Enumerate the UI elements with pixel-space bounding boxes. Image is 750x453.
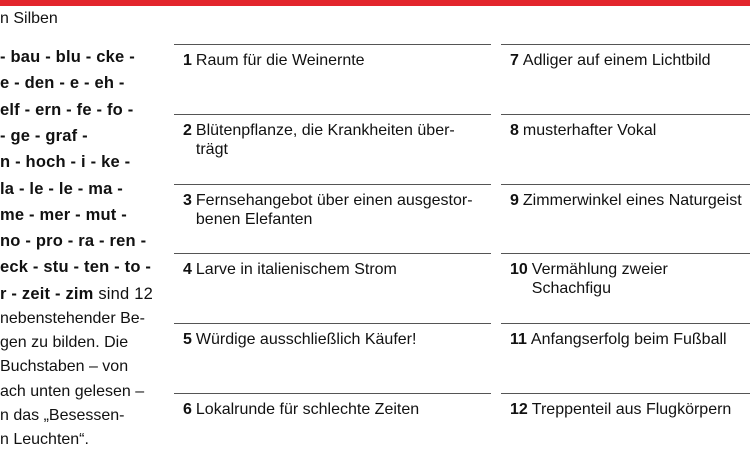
clue-4 [174,260,491,279]
syllable-line: no - pro - ra - ren - [0,232,147,251]
clue-divider [501,114,750,115]
clue-divider [174,44,491,45]
clue-1 [174,51,491,70]
paragraph-line: gen zu bilden. Die [0,334,129,352]
syllable-line: elf - ern - fe - fo - [0,100,134,119]
paragraph-line: n das „Besessen- [0,406,125,424]
clue-5 [174,330,491,349]
intro-text: n Silben [0,10,58,27]
clue-text: Larve in italienischem Strom [195,261,397,279]
clue-12 [501,400,750,419]
clue-6 [174,400,491,419]
clue-text: Zimmerwinkel eines Naturgeist [522,191,742,209]
syllable-line: la - le - le - ma - [0,179,123,198]
clue-2 [174,121,491,159]
clue-text: musterhafter Vokal [522,121,657,139]
clue-7 [501,51,750,70]
syllable-line: me - mer - mut - [0,205,127,224]
syllable-line: - bau - blu - cke - [0,48,135,66]
clue-number: 8 [510,121,519,139]
clue-number: 12 [510,401,528,418]
clue-number: 6 [183,401,192,418]
clue-text: Anfangserfolg beim Fußball [530,331,727,349]
syllable-line-suffix: sind 12 [93,284,153,303]
clue-divider [174,114,491,115]
clue-divider [174,184,491,185]
clue-divider [501,323,750,324]
syllable-line: - ge - graf - [0,126,88,145]
clue-number: 4 [183,261,192,279]
clue-divider [501,184,750,185]
syllable-line: e - den - e - eh - [0,74,125,93]
clue-number: 2 [183,121,192,139]
clue-number: 10 [510,261,528,279]
syllable-line: n - hoch - i - ke - [0,153,131,172]
paragraph-line: nebenstehender Be- [0,310,145,327]
clue-text: Adliger auf einem Lichtbild [522,52,711,69]
header-red-bar [0,0,750,6]
clue-number: 9 [510,191,519,209]
clue-text: Treppenteil aus Flugkörpern [531,401,732,418]
clue-divider [501,44,750,45]
clue-divider [501,253,750,254]
paragraph-line: n Leuchten“. [0,431,89,448]
clue-divider [174,323,491,324]
clue-10 [501,260,750,298]
clue-text: Fernsehangebot über einen ausgestor- benen Elefanten [195,191,473,228]
clue-text: Blütenpflanze, die Krankheiten über- trägt [195,121,455,158]
paragraph-line: ach unten gelesen – [0,382,145,400]
clue-8 [501,121,750,140]
clue-text: Würdige ausschließlich Käufer! [195,331,417,349]
syllable-line: r - zeit - zim sind 12 [0,284,153,303]
clue-number: 1 [183,52,192,69]
clue-text: Vermählung zweier Schachfigu [531,261,668,298]
clue-text: Raum für die Weinernte [195,52,365,69]
paragraph-line: Buchstaben – von [0,358,129,376]
clue-number: 11 [510,331,527,349]
clue-number: 5 [183,331,192,349]
clue-number: 3 [183,191,192,209]
clue-9 [501,191,750,210]
clue-text: Lokalrunde für schlechte Zeiten [195,401,420,418]
clue-3 [174,191,491,229]
clue-11 [501,330,750,349]
clue-divider [501,393,750,394]
clue-divider [174,253,491,254]
clue-number: 7 [510,52,519,69]
clue-divider [174,393,491,394]
syllable-line: eck - stu - ten - to - [0,258,152,277]
